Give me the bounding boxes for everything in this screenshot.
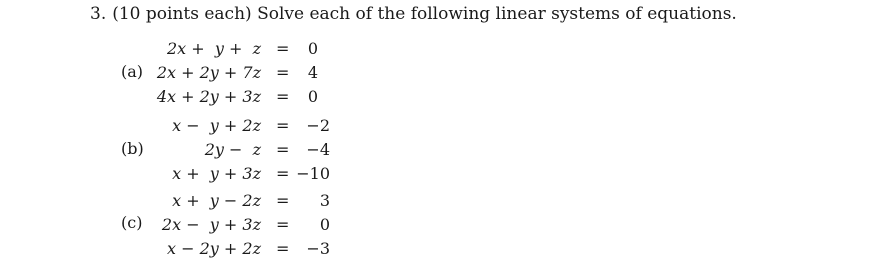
equation-c-3 (0, 237, 876, 261)
equation-b-2 (0, 138, 876, 162)
equation-a-1 (0, 37, 876, 61)
equation-lhs: x + y + 3z (172, 164, 261, 183)
equals-sign: = (276, 239, 290, 258)
equation-lhs: 2x + 2y + 7z (156, 63, 261, 82)
equation-rhs: −4 (306, 140, 330, 159)
equation-rhs: −2 (306, 116, 330, 135)
equation-lhs: 2x + y + z (167, 39, 261, 58)
equals-sign: = (276, 87, 290, 106)
equation-a-2 (0, 61, 876, 85)
equation-rhs: 0 (307, 87, 318, 106)
equals-sign: = (276, 164, 290, 183)
problem-heading (90, 3, 737, 25)
equals-sign: = (276, 191, 290, 210)
equals-sign: = (276, 63, 290, 82)
equation-rhs: 3 (319, 191, 330, 210)
equation-lhs: 2y − z (204, 140, 261, 159)
system-label-c: (c) (121, 213, 143, 232)
equals-sign: = (276, 39, 290, 58)
equation-rhs: 0 (319, 215, 330, 234)
equation-rhs: 4 (307, 63, 318, 82)
equals-sign: = (276, 215, 290, 234)
equation-lhs: x − y + 2z (172, 116, 261, 135)
equation-lhs: x + y − 2z (172, 191, 261, 210)
equation-lhs: 4x + 2y + 3z (156, 87, 261, 106)
system-label-a: (a) (121, 62, 144, 81)
problem-number: 3. (90, 4, 107, 24)
equation-rhs: −10 (296, 164, 330, 183)
equation-lhs: 2x − y + 3z (161, 215, 261, 234)
equation-c-2 (0, 213, 876, 237)
equals-sign: = (276, 116, 290, 135)
equation-lhs: x − 2y + 2z (166, 239, 261, 258)
equation-b-1 (0, 114, 876, 138)
equation-rhs: 0 (307, 39, 318, 58)
equals-sign: = (276, 140, 290, 159)
equation-a-3 (0, 85, 876, 109)
equation-rhs: −3 (306, 239, 330, 258)
problem-statement: (10 points each) Solve each of the following linear systems of equations. (112, 4, 737, 24)
equation-c-1 (0, 189, 876, 213)
system-label-b: (b) (121, 139, 144, 158)
equation-b-3 (0, 162, 876, 186)
